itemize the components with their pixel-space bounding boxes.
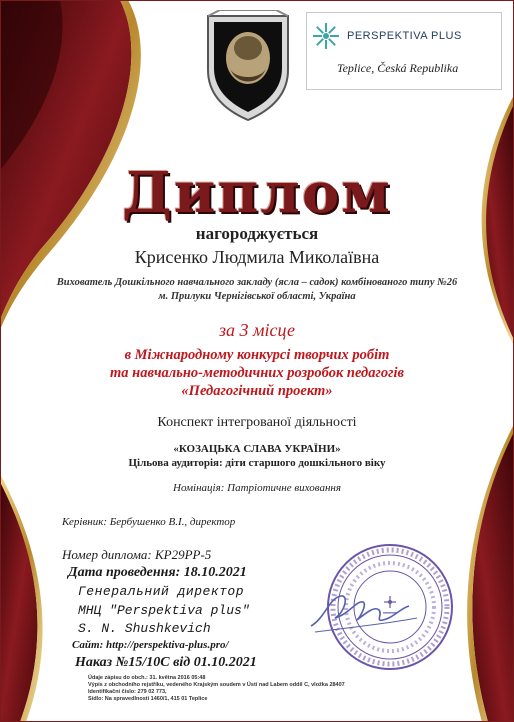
organization-name: МНЦ "Perspektiva plus" — [78, 603, 250, 618]
recipient-position — [0, 276, 514, 304]
competition-line-3: «Педагогічний проект» — [181, 383, 333, 399]
legal-line-4: Sídlo: Na spravedlnosti 1460/1, 415 01 Teplice — [88, 696, 208, 702]
awarded-label: нагороджується — [195, 224, 319, 243]
director-name: S. N. Shushkevich — [78, 621, 211, 636]
legal-line-1: Údaje zápisu do obch.: 31. května 2016 05:48 — [88, 675, 206, 681]
recipient-name: Крисенко Людмила Миколаївна — [134, 247, 380, 267]
competition-line-2: та навчально-методичних розробок педагогів — [110, 365, 404, 381]
diploma-number: Номер диплома: КР29РР-5 — [62, 547, 212, 562]
nomination: Номінація: Патріотичне виховання — [173, 482, 341, 494]
brand-name: PERSPEKTIVA PLUS — [347, 30, 462, 42]
legal-line-2: Výpis z obchodního rejstříku, vedeného Krajským soudem v Ústí nad Labem oddíl C, vložka 28407 — [88, 682, 345, 688]
event-date: Дата проведення: 18.10.2021 — [68, 565, 247, 580]
portrait-emblem — [200, 10, 296, 122]
place-suffix: місце — [248, 320, 295, 340]
snowflake-logo-icon — [311, 21, 341, 51]
place-number: 3 — [239, 320, 249, 340]
work-details — [0, 442, 514, 470]
director-title: Генеральний директор — [78, 584, 245, 599]
director-signature — [305, 588, 425, 638]
competition-line-1: в Міжнародному конкурсі творчих робіт — [124, 347, 390, 363]
legal-registration-info — [88, 675, 345, 703]
diploma-title: Диплом — [122, 160, 392, 226]
work-title: «КОЗАЦЬКА СЛАВА УКРАЇНИ» — [173, 443, 341, 455]
supervisor: Керівник: Бербушенко В.І., директор — [62, 516, 236, 528]
place-prefix: за — [219, 320, 240, 340]
position-line-2: м. Прилуки Чернігівської області, Україна — [158, 291, 356, 302]
website: Сайт: http://perspektiva-plus.pro/ — [72, 639, 229, 651]
place-award — [0, 320, 514, 341]
legal-line-3: Identifikační číslo: 279 02 773, — [88, 689, 167, 695]
order-number: Наказ №15/10С від 01.10.2021 — [75, 655, 257, 670]
brand-location: Teplice, Česká Republika — [337, 61, 459, 75]
target-audience: Цільова аудиторія: діти старшого дошкільного віку — [128, 457, 386, 469]
organization-logo-box — [306, 12, 502, 90]
competition-name — [0, 346, 514, 400]
position-line-1: Вихователь Дошкільного навчального закладу (ясла – садок) комбінованого типу №26 — [56, 277, 458, 288]
work-type: Конспект інтегрованої діяльності — [157, 415, 357, 430]
